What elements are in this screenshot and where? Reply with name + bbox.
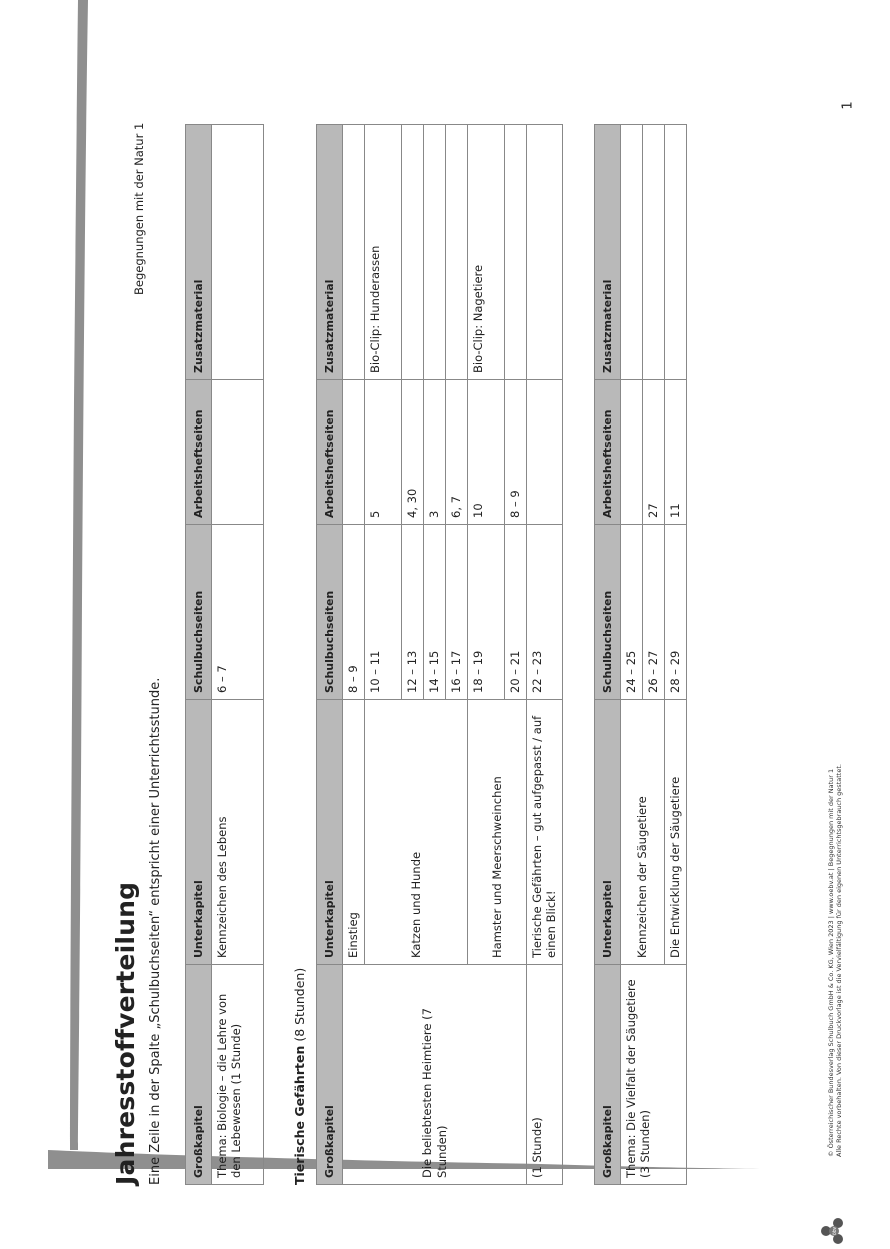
cell-zusatzmaterial — [527, 125, 563, 380]
cell-schulbuchseiten: 22 – 23 — [527, 525, 563, 700]
cell-grosskapitel: Die beliebtesten Heimtiere (7 Stunden) — [343, 965, 527, 1185]
section-title — [292, 968, 308, 1185]
cell-arbeitsheftseiten: 27 — [643, 380, 665, 525]
header-schulbuchseiten: Schulbuchseiten — [186, 525, 212, 700]
header-grosskapitel: Großkapitel — [317, 965, 343, 1185]
cell-grosskapitel: (1 Stunde) — [527, 965, 563, 1185]
header-grosskapitel: Großkapitel — [186, 965, 212, 1185]
cell-schulbuchseiten: 28 – 29 — [665, 525, 687, 700]
table-header-row — [317, 125, 343, 1185]
header-grosskapitel: Großkapitel — [595, 965, 621, 1185]
header-schulbuchseiten: Schulbuchseiten — [317, 525, 343, 700]
logo-text: öbv — [832, 1226, 838, 1236]
cell-arbeitsheftseiten: 3 — [424, 380, 446, 525]
running-head: Begegnungen mit der Natur 1 — [132, 122, 146, 295]
cell-schulbuchseiten: 26 – 27 — [643, 525, 665, 700]
cell-zusatzmaterial: Bio-Clip: Nagetiere — [468, 125, 505, 380]
section-title-rest: (8 Stunden) — [292, 967, 307, 1046]
cell-arbeitsheftseiten: 10 — [468, 380, 505, 525]
cell-unterkapitel: Katzen und Hunde — [365, 700, 468, 965]
cell-zusatzmaterial — [424, 125, 446, 380]
cell-zusatzmaterial — [402, 125, 424, 380]
cell-zusatzmaterial — [505, 125, 527, 380]
cell-grosskapitel: Thema: Die Vielfalt der Säugetiere (3 Stunden) — [621, 965, 687, 1185]
cell-unterkapitel: Kennzeichen des Lebens — [212, 700, 264, 965]
section-title-bold: Tierische Gefährten — [292, 1045, 307, 1185]
header-zusatzmaterial: Zusatzmaterial — [595, 125, 621, 380]
cell-zusatzmaterial — [446, 125, 468, 380]
cell-schulbuchseiten: 6 – 7 — [212, 525, 264, 700]
page-title: Jahresstoffverteilung — [111, 881, 140, 1185]
cell-schulbuchseiten: 16 – 17 — [446, 525, 468, 700]
footer-copyright — [827, 764, 844, 1157]
cell-arbeitsheftseiten — [621, 380, 643, 525]
cell-schulbuchseiten: 12 – 13 — [402, 525, 424, 700]
header-zusatzmaterial: Zusatzmaterial — [186, 125, 212, 380]
cell-arbeitsheftseiten — [212, 380, 264, 525]
page-number: 1 — [840, 101, 856, 110]
table-biologie — [185, 124, 264, 1185]
cell-schulbuchseiten: 10 – 11 — [365, 525, 402, 700]
header-unterkapitel: Unterkapitel — [186, 700, 212, 965]
header-arbeitsheftseiten: Arbeitsheftseiten — [186, 380, 212, 525]
oebv-logo-icon — [820, 1217, 848, 1245]
cell-schulbuchseiten: 20 – 21 — [505, 525, 527, 700]
cell-arbeitsheftseiten — [527, 380, 563, 525]
cell-arbeitsheftseiten: 11 — [665, 380, 687, 525]
cell-unterkapitel: Tierische Gefährten – gut aufgepasst / auf einen Blick! — [527, 700, 563, 965]
cell-arbeitsheftseiten: 5 — [365, 380, 402, 525]
table-header-row — [595, 125, 621, 1185]
cell-schulbuchseiten: 18 – 19 — [468, 525, 505, 700]
cell-unterkapitel: Einstieg — [343, 700, 365, 965]
cell-zusatzmaterial — [643, 125, 665, 380]
table-row — [343, 125, 365, 1185]
table-row — [621, 125, 643, 1185]
table-tierische-gefaehrten — [316, 124, 563, 1185]
cell-zusatzmaterial: Bio-Clip: Hunderassen — [365, 125, 402, 380]
cell-zusatzmaterial — [212, 125, 264, 380]
header-unterkapitel: Unterkapitel — [317, 700, 343, 965]
header-arbeitsheftseiten: Arbeitsheftseiten — [595, 380, 621, 525]
header-zusatzmaterial: Zusatzmaterial — [317, 125, 343, 380]
cell-arbeitsheftseiten: 6, 7 — [446, 380, 468, 525]
footer-line-2: Alle Rechte vorbehalten. Von dieser Druckvorlage ist die Vervielfältigung für den eigenen Unterrichtsgebrauch gestattet. — [835, 764, 844, 1157]
header-schulbuchseiten: Schulbuchseiten — [595, 525, 621, 700]
cell-unterkapitel: Hamster und Meerschweinchen — [468, 700, 527, 965]
cell-arbeitsheftseiten: 4, 30 — [402, 380, 424, 525]
table-row — [212, 125, 264, 1185]
cell-schulbuchseiten: 14 – 15 — [424, 525, 446, 700]
cell-unterkapitel: Kennzeichen der Säugetiere — [621, 700, 665, 965]
rotated-content-sheet — [110, 100, 850, 1236]
cell-zusatzmaterial — [343, 125, 365, 380]
cell-arbeitsheftseiten: 8 – 9 — [505, 380, 527, 525]
header-unterkapitel: Unterkapitel — [595, 700, 621, 965]
cell-unterkapitel: Die Entwicklung der Säugetiere — [665, 700, 687, 965]
cell-arbeitsheftseiten — [343, 380, 365, 525]
cell-schulbuchseiten: 8 – 9 — [343, 525, 365, 700]
table-header-row — [186, 125, 212, 1185]
cell-zusatzmaterial — [621, 125, 643, 380]
table-row — [527, 125, 563, 1185]
footer-line-1: © Österreichischer Bundesverlag Schulbuch GmbH & Co. KG, Wien 2023 | www.oebv.at | Begegnungen mit der Natur 1 — [827, 768, 835, 1157]
cell-schulbuchseiten: 24 – 25 — [621, 525, 643, 700]
header-arbeitsheftseiten: Arbeitsheftseiten — [317, 380, 343, 525]
cell-zusatzmaterial — [665, 125, 687, 380]
table-saeugetiere — [594, 124, 687, 1185]
cell-grosskapitel: Thema: Biologie – die Lehre von den Lebewesen (1 Stunde) — [212, 965, 264, 1185]
page-subtitle: Eine Zeile in der Spalte „Schulbuchseiten“ entspricht einer Unterrichtsstunde. — [148, 677, 163, 1185]
